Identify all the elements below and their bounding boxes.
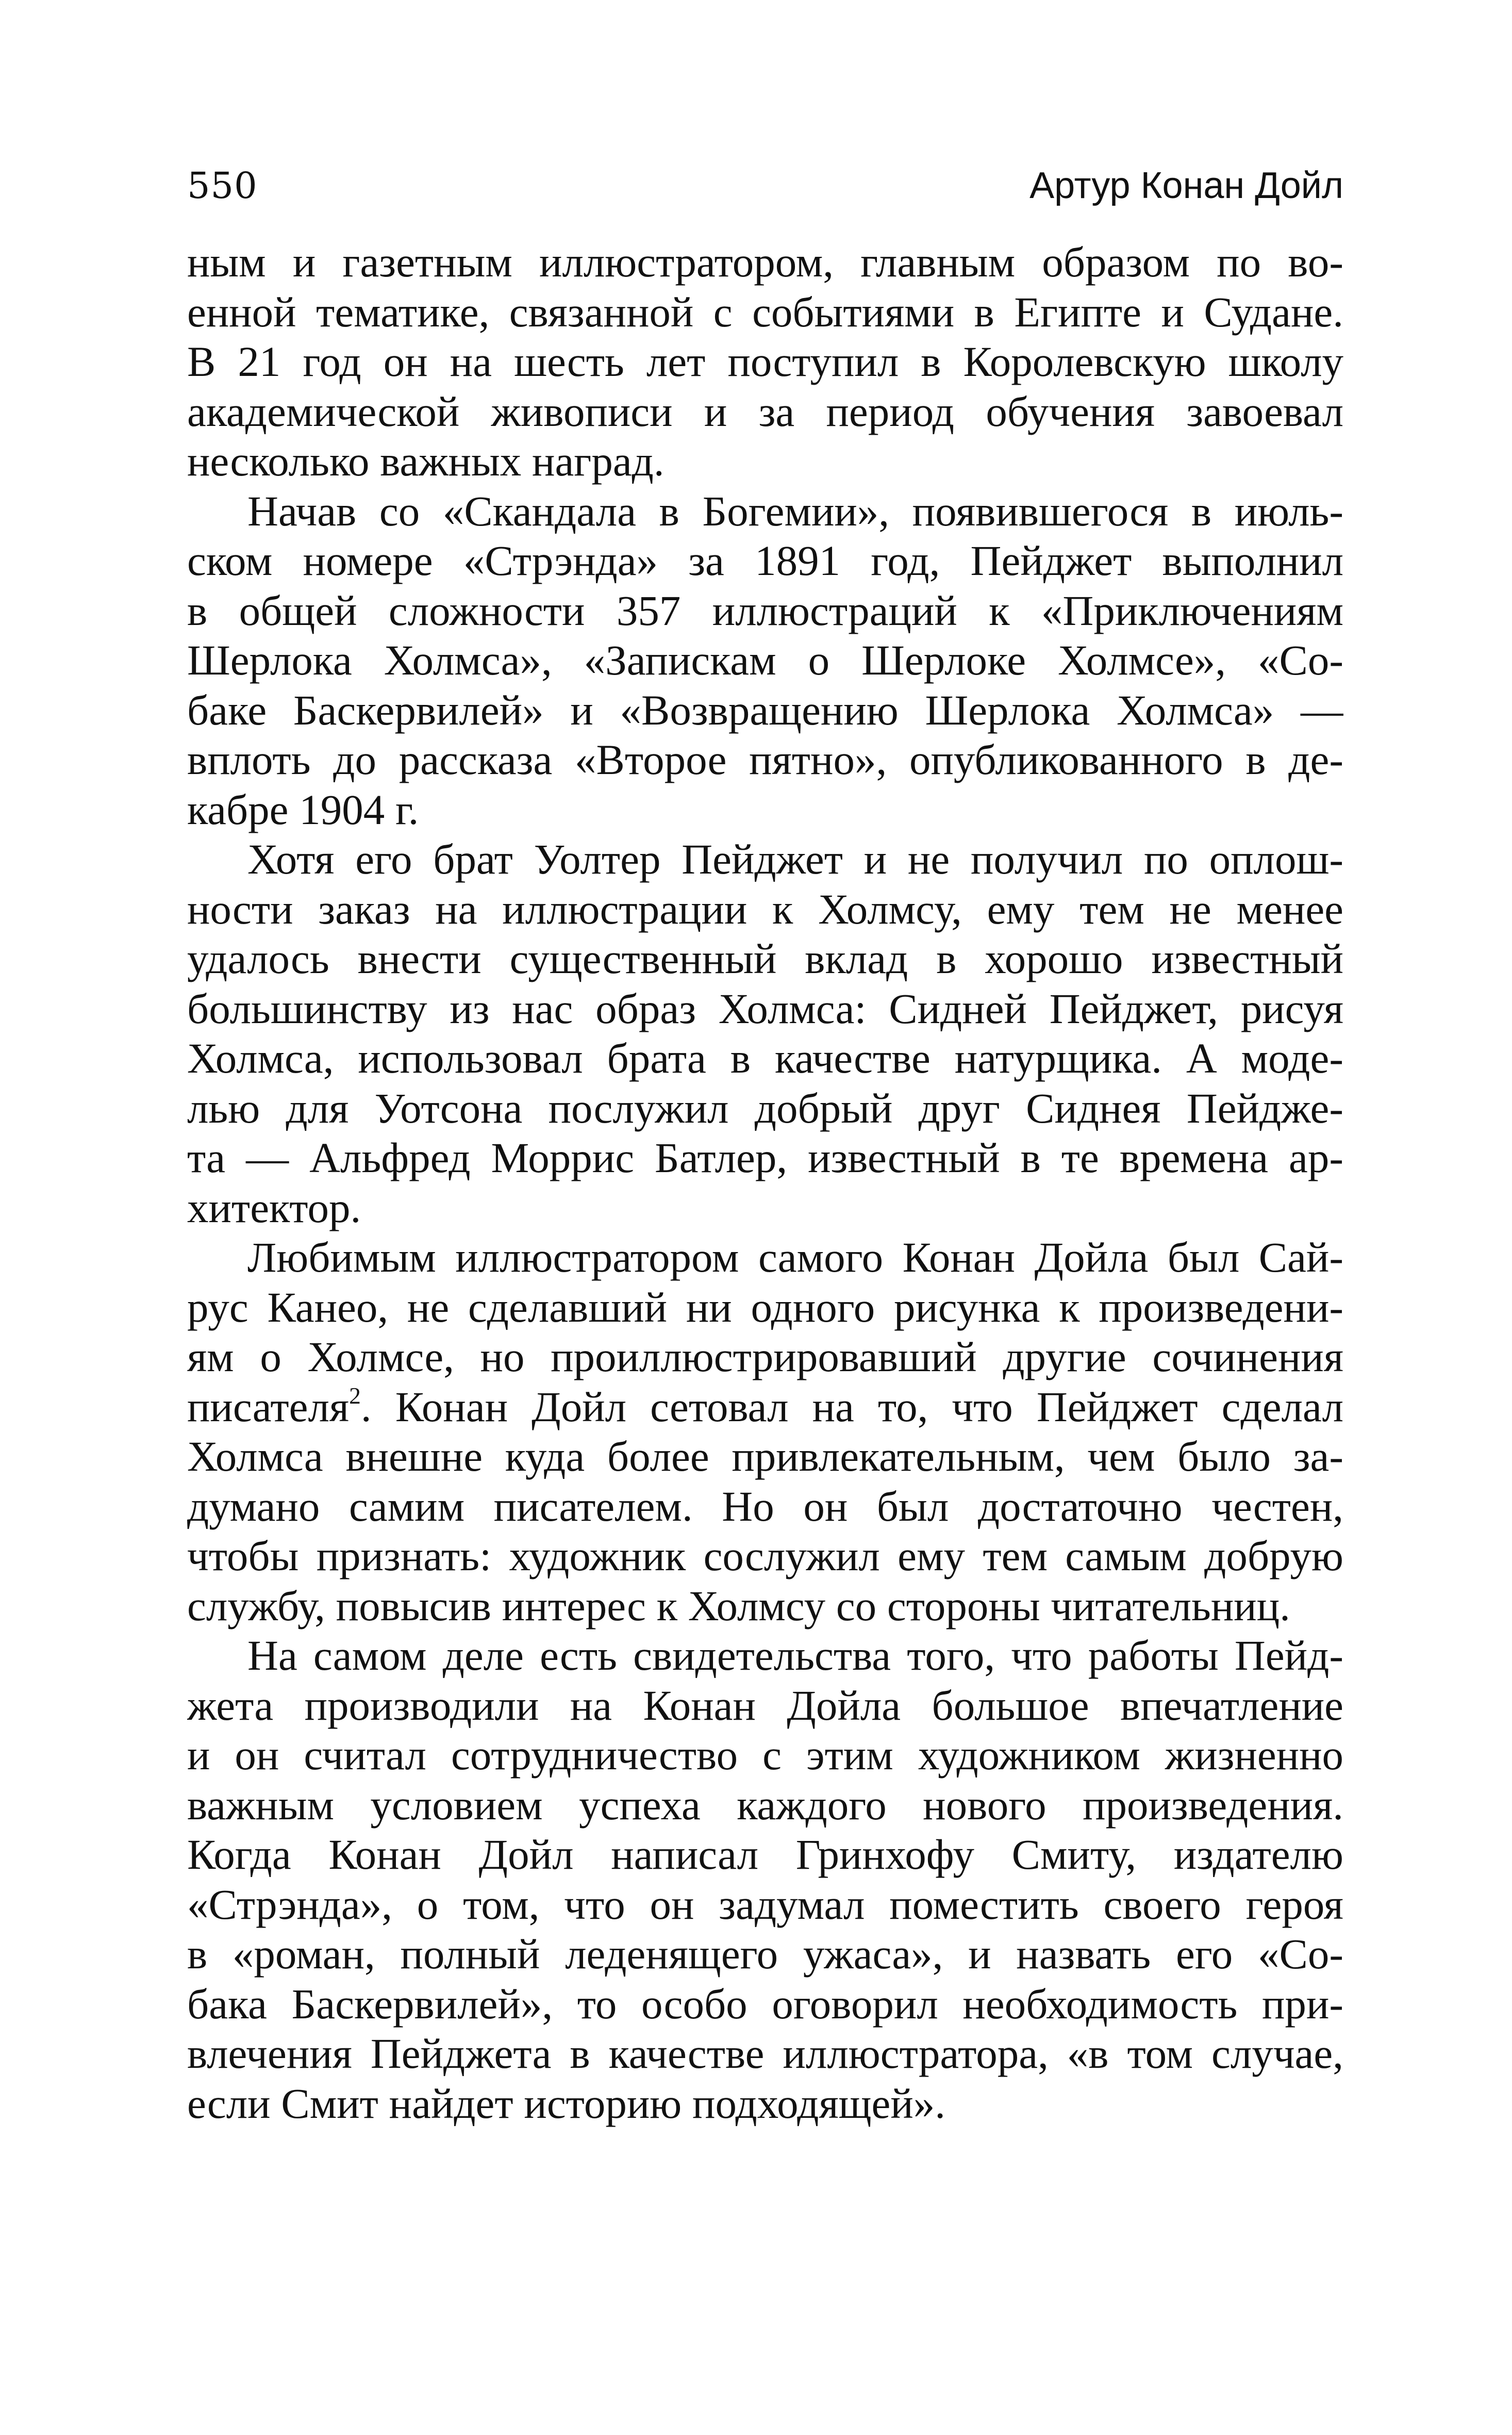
text-line: несколько важных наград. [187, 437, 664, 485]
text-line: важным условием успеха каждого нового произведения. [187, 1781, 1343, 1829]
text-line: Шерлока Холмса», «Запискам о Шерлоке Холмсе», «Со- [187, 636, 1343, 684]
text-line: в «роман, полный леденящего ужаса», и назвать его «Со- [187, 1930, 1343, 1978]
text-line: ском номере «Стрэнда» за 1891 год, Пейджет выполнил [187, 537, 1343, 584]
text-line: чтобы признать: художник сослужил ему тем самым добрую [187, 1532, 1343, 1580]
text-line: службу, повысив интерес к Холмсу со стороны читательниц. [187, 1582, 1290, 1630]
text-line: и он считал сотрудничество с этим художником жизненно [187, 1731, 1343, 1779]
text-line: если Смит найдет историю подходящей». [187, 2079, 946, 2127]
text-line: та — Альфред Моррис Батлер, известный в те времена ар- [187, 1134, 1343, 1181]
text-line: влечения Пейджета в качестве иллюстратора, «в том случае, [187, 2030, 1343, 2077]
text-line: «Стрэнда», о том, что он задумал поместить своего героя [187, 1880, 1343, 1928]
text-line: Хотя его брат Уолтер Пейджет и не получил по оплош- [247, 835, 1343, 883]
text-line: Начав со «Скандала в Богемии», появившегося в июль- [247, 487, 1343, 535]
paragraph [187, 834, 1343, 1232]
text-line: Любимым иллюстратором самого Конан Дойла был Сай- [247, 1233, 1343, 1281]
paragraph [187, 1631, 1343, 2128]
body-text [187, 237, 1343, 2128]
text-line: ности заказ на иллюстрации к Холмсу, ему тем не менее [187, 885, 1343, 933]
text-line: енной тематике, связанной с событиями в Египте и Судане. [187, 288, 1343, 336]
text-line: Когда Конан Дойл написал Гринхофу Смиту, издателю [187, 1831, 1343, 1878]
text-line: На самом деле есть свидетельства того, что работы Пейд- [247, 1632, 1343, 1679]
text-line: бака Баскервилей», то особо оговорил необходимость при- [187, 1980, 1343, 2028]
text-line: В 21 год он на шесть лет поступил в Королевскую школу [187, 338, 1343, 385]
footnote-mark[interactable]: 2 [349, 1382, 361, 1409]
text-line: большинству из нас образ Холмса: Сидней Пейджет, рисуя [187, 984, 1343, 1032]
paragraph [187, 1232, 1343, 1631]
text-segment: писателя [187, 1383, 350, 1430]
text-line: баке Баскервилей» и «Возвращению Шерлока Холмса» — [187, 686, 1343, 734]
text-line: кабре 1904 г. [187, 785, 419, 833]
page-number: 550 [187, 164, 258, 207]
text-line: Холмса, использовал брата в качестве натурщика. А моде- [187, 1034, 1343, 1082]
text-line-with-footnote [187, 1382, 1343, 1432]
running-header [187, 155, 1343, 217]
text-line: ным и газетным иллюстратором, главным образом по во- [187, 238, 1343, 286]
text-segment: . Конан Дойл сетовал на то, что Пейджет сделал [360, 1383, 1343, 1430]
text-line: в общей сложности 357 иллюстраций к «Приключениям [187, 586, 1343, 634]
text-line: ям о Холмсе, но проиллюстрировавший другие сочинения [187, 1333, 1343, 1380]
text-line: рус Канео, не сделавший ни одного рисунка к произведени- [187, 1283, 1343, 1331]
paragraph [187, 237, 1343, 486]
paragraph [187, 486, 1343, 835]
text-line: Холмса внешне куда более привлекательным, чем было за- [187, 1433, 1343, 1480]
text-line: вплоть до рассказа «Второе пятно», опубликованного в де- [187, 736, 1343, 783]
text-line: лью для Уотсона послужил добрый друг Сиднея Пейдже- [187, 1084, 1343, 1132]
text-line: удалось внести существенный вклад в хорошо известный [187, 935, 1343, 982]
text-line: академической живописи и за период обучения завоевал [187, 387, 1343, 435]
running-head-author: Артур Конан Дойл [1029, 165, 1343, 206]
text-line: хитектор. [187, 1183, 361, 1231]
text-line: думано самим писателем. Но он был достаточно честен, [187, 1482, 1343, 1530]
text-line: жета производили на Конан Дойла большое впечатление [187, 1681, 1343, 1729]
